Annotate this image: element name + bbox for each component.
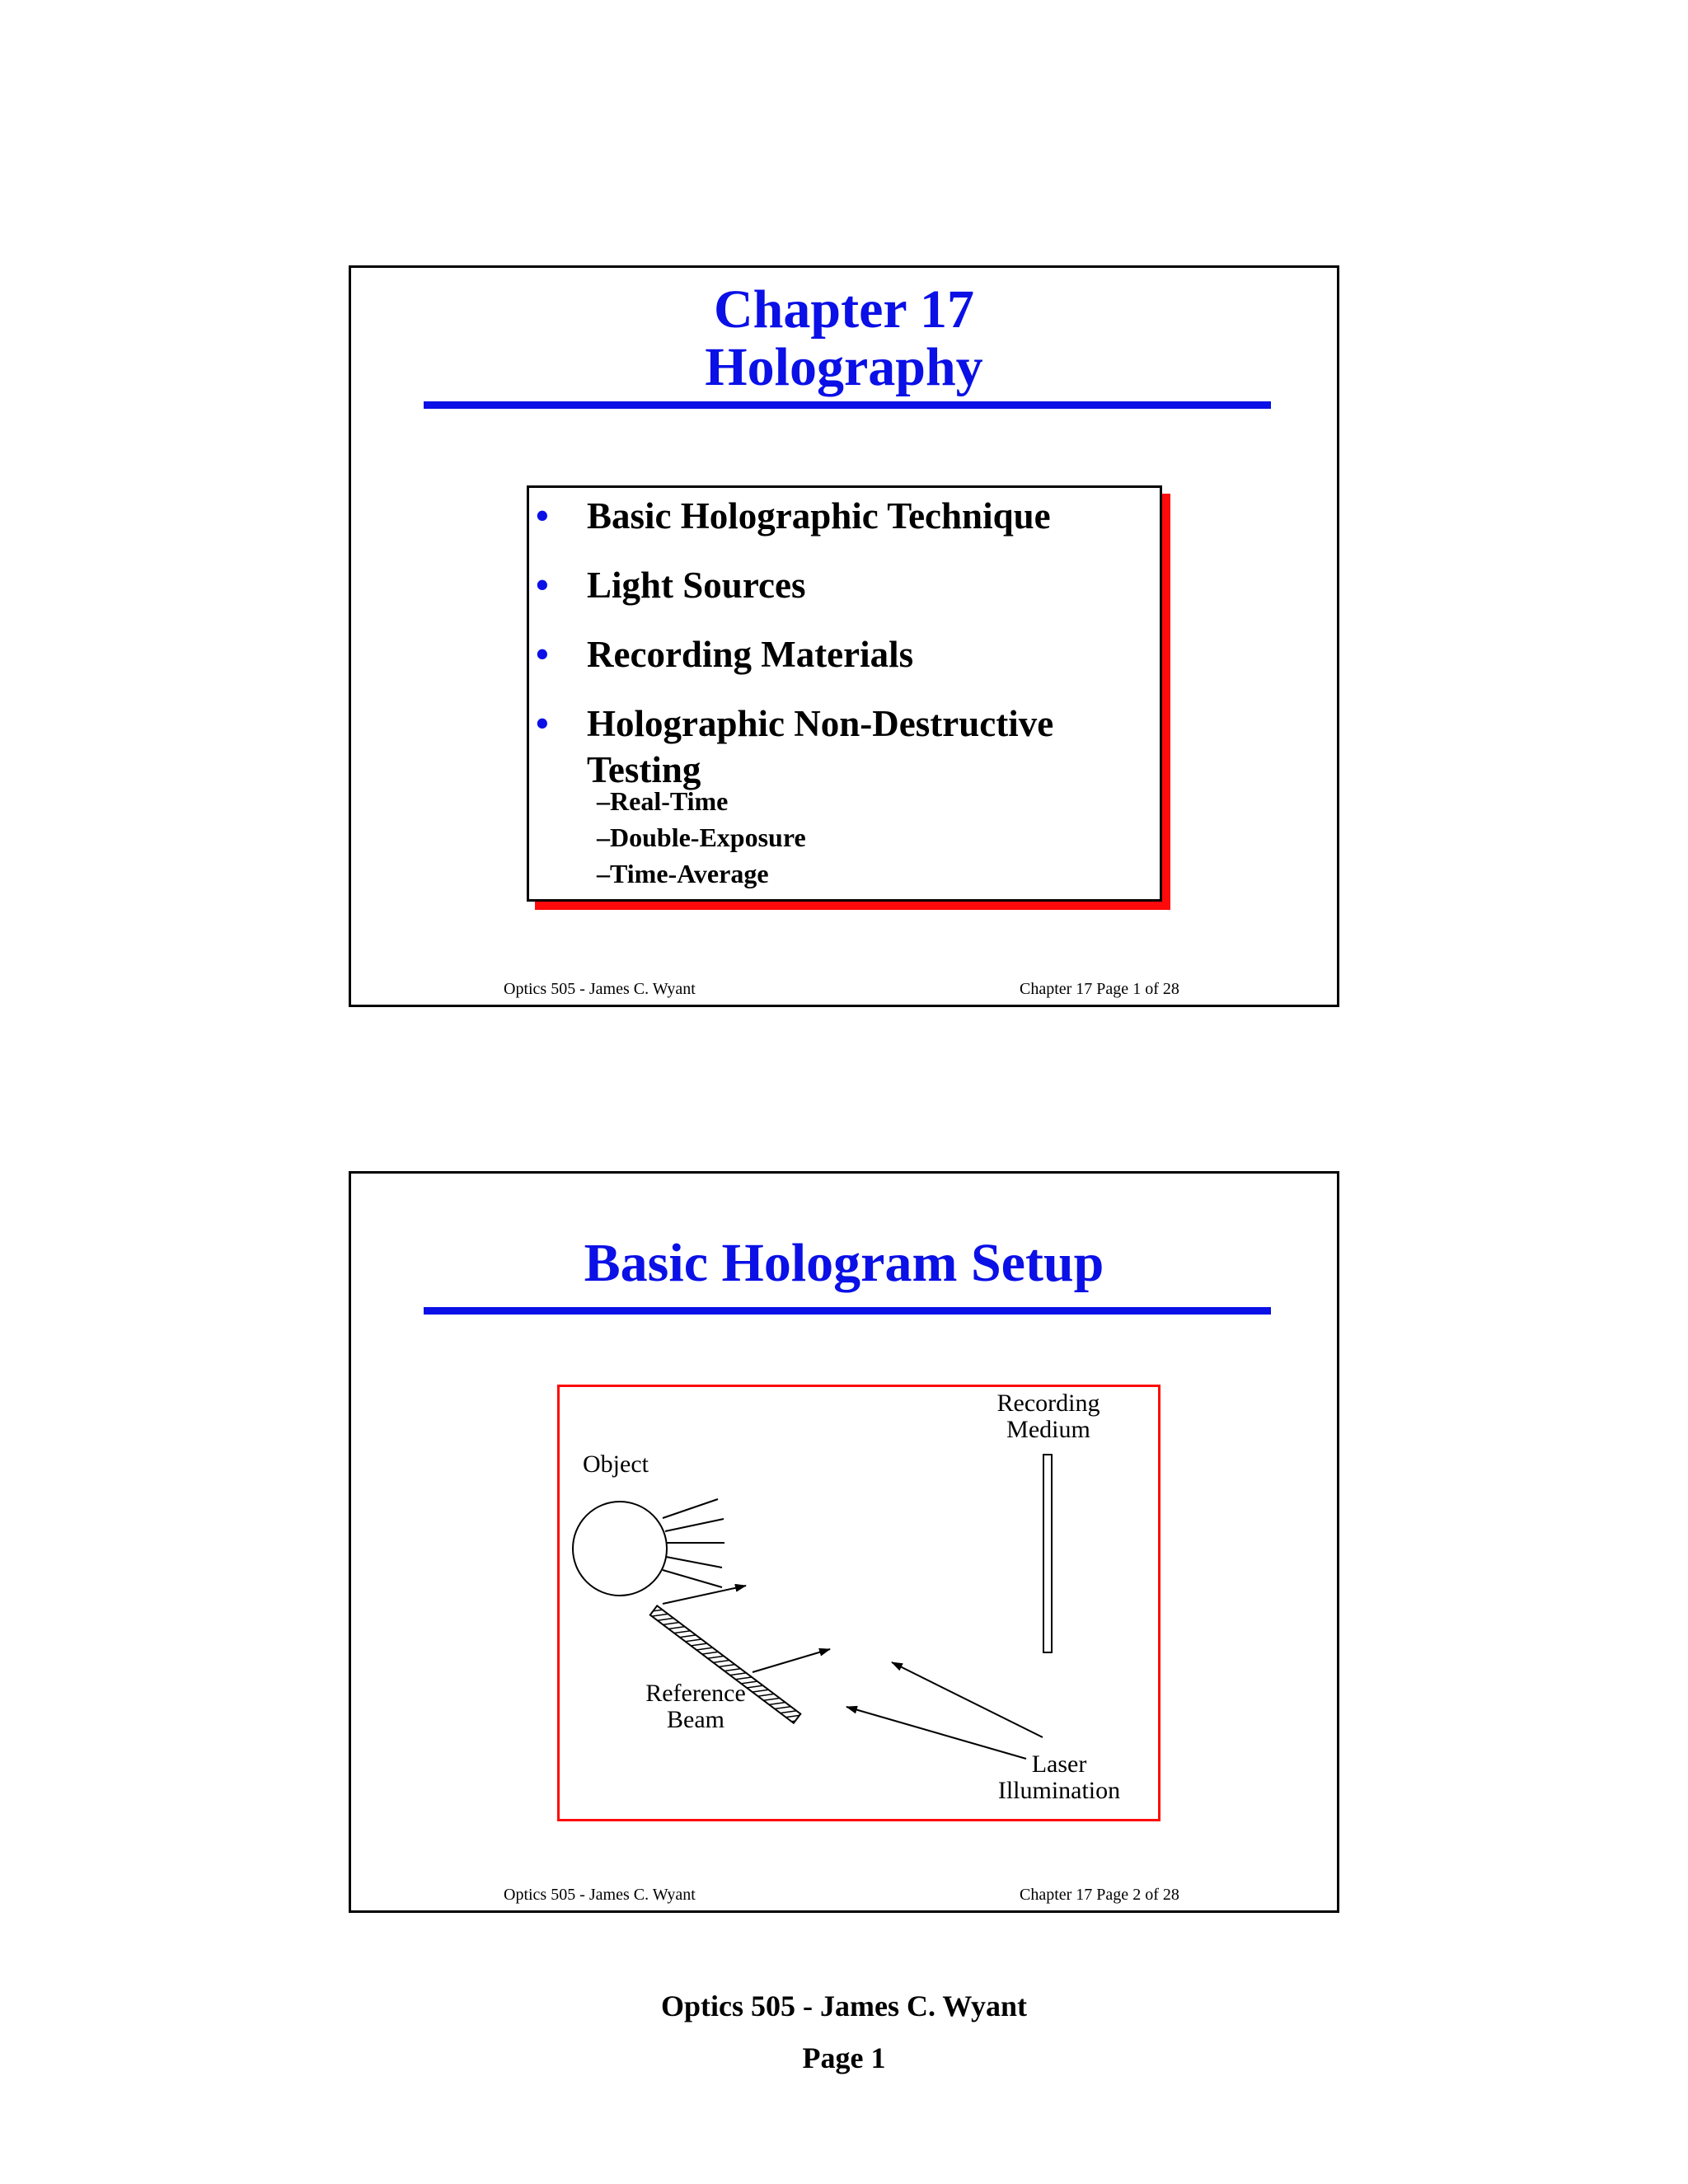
bullet-text: Holographic Non-Destructive Testing [587,703,1054,790]
slide-footer-right: Chapter 17 Page 1 of 28 [1020,980,1179,998]
bullet-item [529,493,1147,539]
object-scatter-rays [663,1499,724,1587]
object-sphere [573,1502,667,1596]
reference-beam-label [634,1680,757,1733]
laser-label-line2: Illumination [997,1777,1121,1804]
bullet-dot-icon: • [536,703,549,744]
slide-2 [349,1171,1339,1913]
page-footer-author: Optics 505 - James C. Wyant [661,1990,1027,2022]
sub-item-list [529,783,806,892]
laser-illumination-label [985,1751,1133,1804]
slide-footer-right: Chapter 17 Page 2 of 28 [1020,1886,1179,1904]
slide-2-title: Basic Hologram Setup [584,1233,1104,1293]
object-wave-arrow [663,1586,746,1604]
sub-item: –Time-Average [597,859,769,888]
object-label: Object [583,1451,649,1478]
bullet-dot-icon: • [536,634,549,675]
bullet-text: Recording Materials [587,634,914,675]
laser-label-line1: Laser [1031,1750,1087,1778]
bullet-text: Light Sources [587,565,806,606]
bullet-dot-icon: • [536,565,549,606]
bullet-list [529,493,1147,816]
sub-item: –Double-Exposure [597,823,806,852]
bullet-text: Basic Holographic Technique [587,495,1051,537]
bullet-item [529,701,1147,793]
slide-1-title [351,281,1337,396]
slide-1 [349,265,1339,1007]
title-underline [424,1307,1271,1315]
sub-item: –Real-Time [597,786,729,816]
reference-beam-label-line1: Reference [645,1680,746,1707]
reference-beam-label-line2: Beam [667,1706,724,1733]
slide-footer-left: Optics 505 - James C. Wyant [504,1886,696,1904]
recording-medium-label-line1: Recording [996,1390,1100,1417]
recording-medium-plate [1043,1455,1052,1652]
reference-beam-arrow [753,1649,830,1672]
bullet-item [529,631,1147,677]
bullet-dot-icon: • [536,495,549,537]
recording-medium-label [988,1390,1109,1443]
page-number: Page 1 [802,2041,886,2074]
recording-medium-label-line2: Medium [1006,1416,1090,1443]
title-line-2: Holography [705,337,983,397]
hologram-setup-diagram [557,1385,1160,1821]
bullet-item [529,562,1147,608]
slide-footer-left: Optics 505 - James C. Wyant [504,980,696,998]
title-line-1: Chapter 17 [714,279,974,340]
title-underline [424,401,1271,409]
content-box [527,485,1162,902]
